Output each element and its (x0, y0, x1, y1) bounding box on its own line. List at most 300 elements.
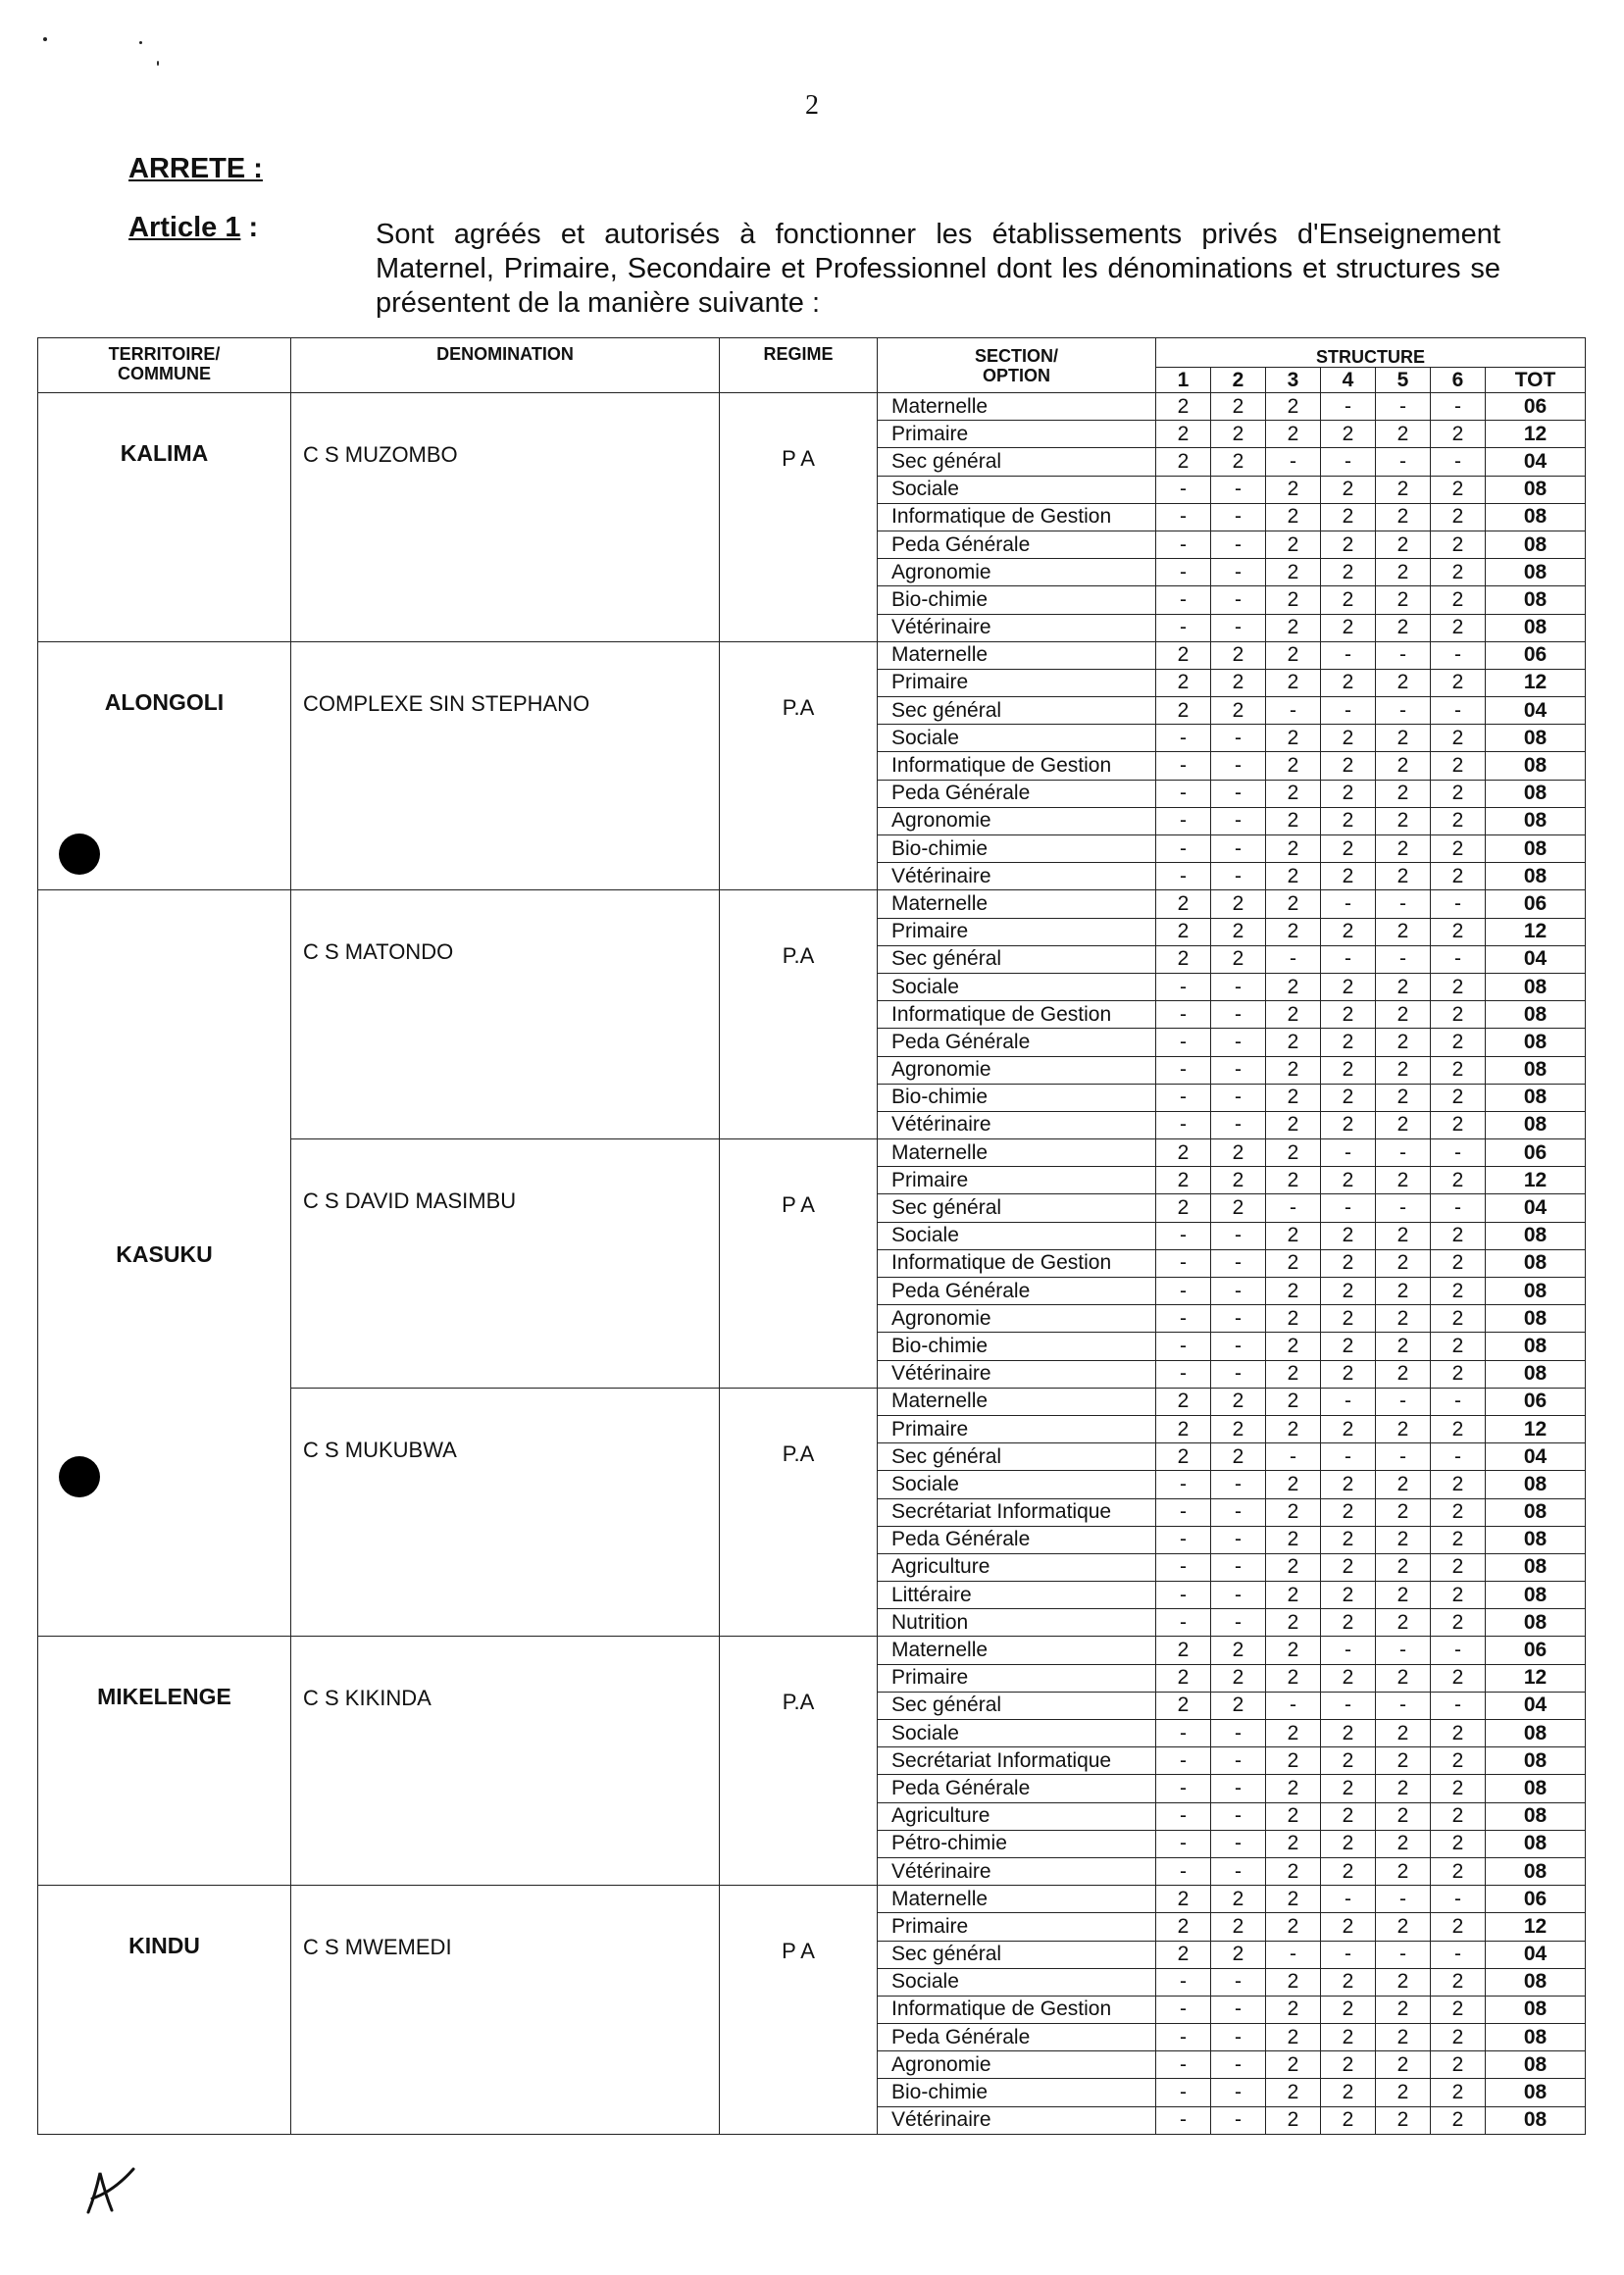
level-3-cell: 2 (1266, 1056, 1321, 1084)
header-denomination: DENOMINATION (291, 338, 720, 393)
level-6-cell: 2 (1431, 476, 1486, 503)
option-cell: Informatique de Gestion (878, 1996, 1156, 2023)
level-4-cell: 2 (1321, 1360, 1376, 1388)
level-2-cell: - (1211, 1056, 1266, 1084)
level-1-cell: - (1156, 476, 1211, 503)
level-4-cell: - (1321, 393, 1376, 421)
level-3-cell: 2 (1266, 1305, 1321, 1333)
level-2-cell: 2 (1211, 1167, 1266, 1194)
level-6-cell: 2 (1431, 1498, 1486, 1526)
total-cell: 08 (1486, 559, 1586, 586)
level-2-cell: - (1211, 1582, 1266, 1609)
level-2-cell: - (1211, 1249, 1266, 1277)
level-4-cell: 2 (1321, 835, 1376, 863)
level-6-cell: - (1431, 1194, 1486, 1222)
denomination-cell (291, 1388, 720, 1637)
binder-hole-dot (59, 834, 100, 875)
level-6-cell: 2 (1431, 1526, 1486, 1553)
table-row (38, 393, 1586, 421)
level-2-cell: 2 (1211, 1941, 1266, 1968)
table-row (38, 1637, 1586, 1664)
school-name: C S MWEMEDI (303, 1935, 452, 1960)
level-1-cell: - (1156, 1498, 1211, 1526)
level-3-cell: 2 (1266, 531, 1321, 558)
level-2-cell: 2 (1211, 1692, 1266, 1719)
level-6-cell: 2 (1431, 1167, 1486, 1194)
level-6-cell: 2 (1431, 863, 1486, 890)
level-1-cell: - (1156, 559, 1211, 586)
level-1-cell: - (1156, 1857, 1211, 1885)
total-cell: 06 (1486, 1886, 1586, 1913)
option-cell: Sociale (878, 725, 1156, 752)
level-1-cell: - (1156, 835, 1211, 863)
level-1-cell: - (1156, 752, 1211, 780)
level-5-cell: 2 (1376, 780, 1431, 807)
total-cell: 08 (1486, 1084, 1586, 1111)
total-cell: 08 (1486, 807, 1586, 834)
level-5-cell: 2 (1376, 2106, 1431, 2134)
level-4-cell: - (1321, 448, 1376, 476)
level-1-cell: 2 (1156, 1139, 1211, 1167)
total-cell: 12 (1486, 1415, 1586, 1442)
level-5-cell: 2 (1376, 531, 1431, 558)
level-5-cell: 2 (1376, 1249, 1431, 1277)
header-section-line2: OPTION (982, 365, 1050, 385)
option-cell: Primaire (878, 1167, 1156, 1194)
total-cell: 08 (1486, 1111, 1586, 1138)
total-cell: 08 (1486, 1001, 1586, 1029)
level-3-cell: 2 (1266, 1388, 1321, 1415)
total-cell: 08 (1486, 586, 1586, 614)
option-cell: Peda Générale (878, 1526, 1156, 1553)
level-2-cell: - (1211, 1720, 1266, 1747)
header-territoire (38, 338, 291, 393)
level-6-cell: 2 (1431, 807, 1486, 834)
level-5-cell: - (1376, 1637, 1431, 1664)
territoire-cell (38, 1886, 291, 2135)
header-regime: REGIME (720, 338, 878, 393)
level-4-cell: 2 (1321, 1830, 1376, 1857)
table-row (38, 890, 1586, 918)
level-2-cell: 2 (1211, 1388, 1266, 1415)
header-level-6: 6 (1431, 368, 1486, 393)
level-1-cell: - (1156, 1333, 1211, 1360)
level-2-cell: - (1211, 752, 1266, 780)
level-4-cell: 2 (1321, 1996, 1376, 2023)
option-cell: Peda Générale (878, 2024, 1156, 2051)
level-4-cell: 2 (1321, 1553, 1376, 1581)
level-6-cell: 2 (1431, 835, 1486, 863)
level-5-cell: - (1376, 1194, 1431, 1222)
level-1-cell: - (1156, 1471, 1211, 1498)
total-cell: 12 (1486, 421, 1586, 448)
level-6-cell: 2 (1431, 1996, 1486, 2023)
option-cell: Sociale (878, 1222, 1156, 1249)
level-4-cell: 2 (1321, 421, 1376, 448)
level-2-cell: - (1211, 1498, 1266, 1526)
level-3-cell: 2 (1266, 641, 1321, 669)
level-5-cell: 2 (1376, 614, 1431, 641)
total-cell: 08 (1486, 1775, 1586, 1802)
level-1-cell: - (1156, 614, 1211, 641)
regime-cell (720, 641, 878, 890)
territoire-cell (38, 890, 291, 1637)
level-4-cell: 2 (1321, 1333, 1376, 1360)
level-4-cell: 2 (1321, 503, 1376, 531)
option-cell: Vétérinaire (878, 1360, 1156, 1388)
level-4-cell: 2 (1321, 863, 1376, 890)
territoire-name: KALIMA (120, 440, 209, 466)
level-3-cell: 2 (1266, 1830, 1321, 1857)
level-2-cell: 2 (1211, 918, 1266, 945)
level-2-cell: - (1211, 1526, 1266, 1553)
regime-value: P.A (782, 694, 815, 720)
level-3-cell: 2 (1266, 1167, 1321, 1194)
level-3-cell: 2 (1266, 863, 1321, 890)
level-6-cell: 2 (1431, 1029, 1486, 1056)
level-4-cell: 2 (1321, 1029, 1376, 1056)
total-cell: 06 (1486, 1139, 1586, 1167)
article-colon: : (240, 212, 259, 243)
level-3-cell: 2 (1266, 393, 1321, 421)
total-cell: 08 (1486, 1830, 1586, 1857)
level-2-cell: 2 (1211, 1637, 1266, 1664)
level-1-cell: - (1156, 2079, 1211, 2106)
level-5-cell: - (1376, 1886, 1431, 1913)
level-2-cell: - (1211, 1802, 1266, 1830)
option-cell: Maternelle (878, 1388, 1156, 1415)
level-5-cell: - (1376, 1692, 1431, 1719)
option-cell: Vétérinaire (878, 863, 1156, 890)
header-structure: STRUCTURE (1156, 338, 1586, 368)
denomination-cell (291, 641, 720, 890)
total-cell: 08 (1486, 1498, 1586, 1526)
regime-cell (720, 393, 878, 642)
level-3-cell: - (1266, 448, 1321, 476)
level-2-cell: 2 (1211, 641, 1266, 669)
school-name: C S MUKUBWA (303, 1437, 457, 1462)
level-4-cell: 2 (1321, 752, 1376, 780)
level-3-cell: 2 (1266, 1637, 1321, 1664)
regime-cell (720, 1388, 878, 1637)
level-4-cell: 2 (1321, 1747, 1376, 1775)
level-4-cell: 2 (1321, 1720, 1376, 1747)
level-1-cell: - (1156, 780, 1211, 807)
level-2-cell: - (1211, 1084, 1266, 1111)
level-2-cell: - (1211, 725, 1266, 752)
level-5-cell: 2 (1376, 1553, 1431, 1581)
level-2-cell: 2 (1211, 669, 1266, 696)
binder-hole-dot (59, 1456, 100, 1497)
level-1-cell: - (1156, 973, 1211, 1000)
total-cell: 08 (1486, 531, 1586, 558)
level-3-cell: - (1266, 1443, 1321, 1471)
level-1-cell: 2 (1156, 1692, 1211, 1719)
total-cell: 04 (1486, 448, 1586, 476)
level-5-cell: 2 (1376, 1084, 1431, 1111)
level-1-cell: - (1156, 1278, 1211, 1305)
level-4-cell: 2 (1321, 2079, 1376, 2106)
total-cell: 08 (1486, 1526, 1586, 1553)
level-5-cell: 2 (1376, 807, 1431, 834)
level-3-cell: 2 (1266, 559, 1321, 586)
regime-value: P.A (782, 1441, 815, 1466)
level-5-cell: 2 (1376, 1720, 1431, 1747)
level-4-cell: 2 (1321, 1498, 1376, 1526)
level-2-cell: 2 (1211, 945, 1266, 973)
total-cell: 04 (1486, 1194, 1586, 1222)
level-6-cell: 2 (1431, 1609, 1486, 1637)
level-1-cell: 2 (1156, 1167, 1211, 1194)
level-5-cell: 2 (1376, 918, 1431, 945)
level-5-cell: - (1376, 1139, 1431, 1167)
level-4-cell: 2 (1321, 1857, 1376, 1885)
level-2-cell: - (1211, 614, 1266, 641)
level-6-cell: 2 (1431, 586, 1486, 614)
option-cell: Agronomie (878, 807, 1156, 834)
level-2-cell: - (1211, 835, 1266, 863)
level-3-cell: - (1266, 1941, 1321, 1968)
header-level-2: 2 (1211, 368, 1266, 393)
level-3-cell: 2 (1266, 1471, 1321, 1498)
level-3-cell: 2 (1266, 1857, 1321, 1885)
level-6-cell: - (1431, 890, 1486, 918)
level-1-cell: 2 (1156, 448, 1211, 476)
level-6-cell: - (1431, 1388, 1486, 1415)
level-3-cell: 2 (1266, 807, 1321, 834)
level-5-cell: 2 (1376, 1498, 1431, 1526)
level-6-cell: - (1431, 945, 1486, 973)
level-5-cell: 2 (1376, 1968, 1431, 1996)
option-cell: Bio-chimie (878, 586, 1156, 614)
denomination-cell (291, 1886, 720, 2135)
level-6-cell: 2 (1431, 614, 1486, 641)
territoire-cell (38, 1637, 291, 1886)
level-6-cell: - (1431, 641, 1486, 669)
level-3-cell: 2 (1266, 503, 1321, 531)
level-2-cell: - (1211, 1333, 1266, 1360)
level-4-cell: 2 (1321, 2051, 1376, 2079)
level-5-cell: - (1376, 448, 1431, 476)
level-4-cell: - (1321, 1388, 1376, 1415)
level-4-cell: 2 (1321, 1802, 1376, 1830)
school-name: C S KIKINDA (303, 1686, 431, 1711)
option-cell: Agriculture (878, 1802, 1156, 1830)
level-3-cell: - (1266, 1692, 1321, 1719)
option-cell: Maternelle (878, 890, 1156, 918)
level-3-cell: 2 (1266, 1498, 1321, 1526)
total-cell: 04 (1486, 945, 1586, 973)
level-6-cell: 2 (1431, 1471, 1486, 1498)
level-5-cell: - (1376, 641, 1431, 669)
total-cell: 08 (1486, 1278, 1586, 1305)
scan-speck (157, 61, 159, 66)
total-cell: 08 (1486, 503, 1586, 531)
option-cell: Agronomie (878, 559, 1156, 586)
level-3-cell: 2 (1266, 1111, 1321, 1138)
level-6-cell: - (1431, 1139, 1486, 1167)
level-6-cell: 2 (1431, 1802, 1486, 1830)
level-2-cell: - (1211, 1001, 1266, 1029)
level-5-cell: 2 (1376, 2024, 1431, 2051)
level-6-cell: 2 (1431, 1111, 1486, 1138)
level-1-cell: 2 (1156, 697, 1211, 725)
level-5-cell: - (1376, 1388, 1431, 1415)
level-2-cell: 2 (1211, 421, 1266, 448)
level-4-cell: - (1321, 890, 1376, 918)
level-3-cell: 2 (1266, 780, 1321, 807)
option-cell: Agronomie (878, 1305, 1156, 1333)
level-1-cell: - (1156, 1029, 1211, 1056)
regime-cell (720, 1637, 878, 1886)
level-5-cell: 2 (1376, 1747, 1431, 1775)
total-cell: 08 (1486, 1360, 1586, 1388)
level-3-cell: 2 (1266, 1968, 1321, 1996)
total-cell: 08 (1486, 1333, 1586, 1360)
level-1-cell: - (1156, 863, 1211, 890)
level-4-cell: 2 (1321, 918, 1376, 945)
total-cell: 08 (1486, 1857, 1586, 1885)
level-6-cell: 2 (1431, 2106, 1486, 2134)
option-cell: Agronomie (878, 2051, 1156, 2079)
level-2-cell: - (1211, 559, 1266, 586)
total-cell: 12 (1486, 669, 1586, 696)
level-1-cell: - (1156, 503, 1211, 531)
level-4-cell: 2 (1321, 531, 1376, 558)
level-6-cell: 2 (1431, 1415, 1486, 1442)
option-cell: Informatique de Gestion (878, 503, 1156, 531)
level-3-cell: 2 (1266, 973, 1321, 1000)
total-cell: 08 (1486, 1249, 1586, 1277)
level-2-cell: - (1211, 1996, 1266, 2023)
option-cell: Maternelle (878, 393, 1156, 421)
regime-value: P.A (782, 943, 815, 969)
schools-table (37, 337, 1586, 2135)
level-5-cell: 2 (1376, 1857, 1431, 1885)
option-cell: Sec général (878, 1194, 1156, 1222)
level-4-cell: 2 (1321, 725, 1376, 752)
level-2-cell: - (1211, 1111, 1266, 1138)
level-3-cell: - (1266, 945, 1321, 973)
option-cell: Sec général (878, 697, 1156, 725)
total-cell: 08 (1486, 1222, 1586, 1249)
level-2-cell: 2 (1211, 1443, 1266, 1471)
level-1-cell: 2 (1156, 1443, 1211, 1471)
level-4-cell: 2 (1321, 1001, 1376, 1029)
level-1-cell: - (1156, 1582, 1211, 1609)
level-5-cell: 2 (1376, 559, 1431, 586)
level-2-cell: - (1211, 1305, 1266, 1333)
level-3-cell: 2 (1266, 2051, 1321, 2079)
level-1-cell: - (1156, 1249, 1211, 1277)
territoire-name: KINDU (128, 1933, 200, 1959)
level-2-cell: - (1211, 476, 1266, 503)
level-5-cell: 2 (1376, 421, 1431, 448)
level-5-cell: 2 (1376, 1001, 1431, 1029)
level-6-cell: 2 (1431, 973, 1486, 1000)
total-cell: 08 (1486, 1056, 1586, 1084)
level-3-cell: 2 (1266, 752, 1321, 780)
level-1-cell: - (1156, 2024, 1211, 2051)
level-6-cell: - (1431, 1637, 1486, 1664)
option-cell: Sociale (878, 1968, 1156, 1996)
level-6-cell: 2 (1431, 1222, 1486, 1249)
level-2-cell: - (1211, 1553, 1266, 1581)
level-2-cell: - (1211, 1278, 1266, 1305)
level-2-cell: - (1211, 2024, 1266, 2051)
total-cell: 08 (1486, 1305, 1586, 1333)
total-cell: 08 (1486, 863, 1586, 890)
level-4-cell: - (1321, 1692, 1376, 1719)
level-3-cell: 2 (1266, 1029, 1321, 1056)
total-cell: 08 (1486, 1802, 1586, 1830)
total-cell: 08 (1486, 1996, 1586, 2023)
level-2-cell: 2 (1211, 697, 1266, 725)
article-text: Sont agréés et autorisés à fonctionner les établissements privés d'Enseignement Maternel, Primaire, Secondaire et Professionnel dont les dénominations et structures se présentent de la manière suivante : (376, 219, 1500, 319)
level-6-cell: 2 (1431, 1278, 1486, 1305)
level-1-cell: - (1156, 725, 1211, 752)
level-3-cell: 2 (1266, 1333, 1321, 1360)
total-cell: 06 (1486, 1637, 1586, 1664)
level-1-cell: - (1156, 1084, 1211, 1111)
option-cell: Vétérinaire (878, 2106, 1156, 2134)
option-cell: Bio-chimie (878, 1333, 1156, 1360)
level-1-cell: 2 (1156, 421, 1211, 448)
header-section-option (878, 338, 1156, 393)
option-cell: Primaire (878, 421, 1156, 448)
level-6-cell: 2 (1431, 1305, 1486, 1333)
level-1-cell: - (1156, 1001, 1211, 1029)
level-1-cell: - (1156, 1747, 1211, 1775)
level-1-cell: - (1156, 1996, 1211, 2023)
level-6-cell: 2 (1431, 1775, 1486, 1802)
table-row (38, 641, 1586, 669)
table-row (38, 1886, 1586, 1913)
level-1-cell: 2 (1156, 1886, 1211, 1913)
level-1-cell: 2 (1156, 393, 1211, 421)
total-cell: 08 (1486, 1553, 1586, 1581)
option-cell: Sec général (878, 1443, 1156, 1471)
option-cell: Informatique de Gestion (878, 752, 1156, 780)
level-4-cell: 2 (1321, 807, 1376, 834)
level-5-cell: 2 (1376, 586, 1431, 614)
level-3-cell: 2 (1266, 614, 1321, 641)
level-1-cell: 2 (1156, 1941, 1211, 1968)
article-label (128, 212, 258, 244)
level-5-cell: 2 (1376, 2079, 1431, 2106)
level-1-cell: 2 (1156, 1637, 1211, 1664)
level-1-cell: 2 (1156, 1388, 1211, 1415)
level-3-cell: 2 (1266, 1249, 1321, 1277)
level-4-cell: 2 (1321, 1111, 1376, 1138)
level-3-cell: 2 (1266, 1720, 1321, 1747)
level-4-cell: 2 (1321, 559, 1376, 586)
option-cell: Maternelle (878, 1886, 1156, 1913)
level-3-cell: 2 (1266, 1278, 1321, 1305)
school-name: C S MUZOMBO (303, 442, 458, 467)
option-cell: Sec général (878, 1692, 1156, 1719)
option-cell: Bio-chimie (878, 835, 1156, 863)
total-cell: 08 (1486, 1582, 1586, 1609)
level-4-cell: - (1321, 1941, 1376, 1968)
level-5-cell: 2 (1376, 863, 1431, 890)
level-6-cell: 2 (1431, 725, 1486, 752)
option-cell: Agriculture (878, 1553, 1156, 1581)
level-5-cell: 2 (1376, 503, 1431, 531)
option-cell: Pétro-chimie (878, 1830, 1156, 1857)
header-section-line1: SECTION/ (974, 345, 1058, 366)
level-4-cell: - (1321, 1443, 1376, 1471)
